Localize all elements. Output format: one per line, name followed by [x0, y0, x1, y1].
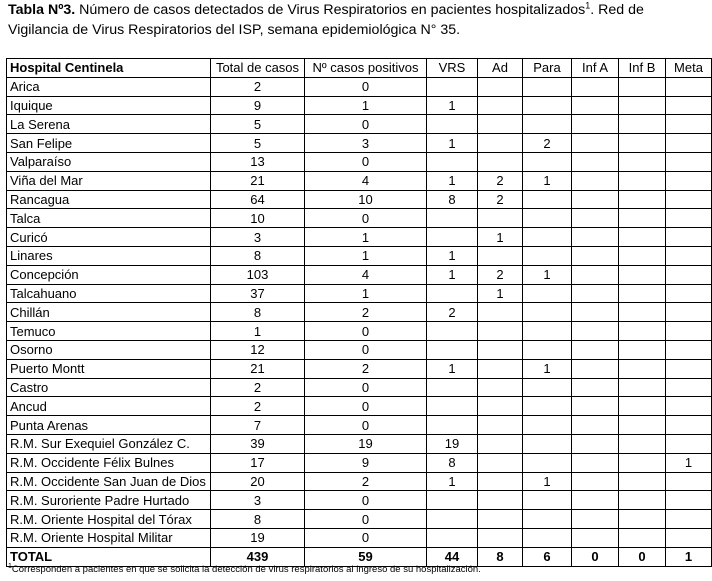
hospital-name-cell: Osorno: [7, 340, 211, 359]
value-cell: [666, 510, 712, 529]
value-cell: 1: [478, 228, 523, 247]
value-cell: [572, 397, 619, 416]
value-cell: [523, 416, 572, 435]
value-cell: 1: [211, 322, 305, 341]
value-cell: 4: [305, 265, 427, 284]
value-cell: [478, 96, 523, 115]
value-cell: 0: [305, 152, 427, 171]
value-cell: [427, 510, 478, 529]
value-cell: [523, 528, 572, 547]
caption-footnote-ref: 1: [585, 0, 591, 11]
value-cell: [666, 246, 712, 265]
value-cell: [427, 77, 478, 96]
total-value-cell: 59: [305, 547, 427, 566]
hospital-name-cell: Curicó: [7, 228, 211, 247]
value-cell: [523, 115, 572, 134]
value-cell: [666, 340, 712, 359]
hospital-name-cell: Linares: [7, 246, 211, 265]
value-cell: [572, 322, 619, 341]
value-cell: 2: [305, 303, 427, 322]
value-cell: [478, 472, 523, 491]
value-cell: [427, 491, 478, 510]
table-caption: [8, 0, 708, 40]
value-cell: 17: [211, 453, 305, 472]
value-cell: 0: [305, 378, 427, 397]
table-row: [7, 228, 712, 247]
value-cell: [666, 265, 712, 284]
table-row: [7, 284, 712, 303]
table-row: [7, 416, 712, 435]
value-cell: 0: [305, 416, 427, 435]
caption-label: Tabla Nº3.: [8, 2, 76, 18]
value-cell: [572, 491, 619, 510]
value-cell: 1: [666, 453, 712, 472]
value-cell: 1: [523, 265, 572, 284]
footnote-text: Corresponden a pacientes en que se solicita la detección de virus respiratorios al ingreso de su hospitalización.: [11, 564, 481, 575]
value-cell: 19: [427, 434, 478, 453]
value-cell: 20: [211, 472, 305, 491]
table-row: [7, 209, 712, 228]
value-cell: [427, 322, 478, 341]
hospital-name-cell: Iquique: [7, 96, 211, 115]
value-cell: [572, 359, 619, 378]
value-cell: 1: [305, 284, 427, 303]
value-cell: [619, 96, 666, 115]
value-cell: [666, 434, 712, 453]
value-cell: [666, 77, 712, 96]
footnote-marker: 1: [8, 562, 12, 570]
value-cell: [619, 284, 666, 303]
value-cell: 2: [211, 397, 305, 416]
value-cell: [572, 171, 619, 190]
value-cell: [523, 510, 572, 529]
hospital-name-cell: R.M. Oriente Hospital del Tórax: [7, 510, 211, 529]
value-cell: [478, 303, 523, 322]
value-cell: 8: [427, 453, 478, 472]
value-cell: [572, 416, 619, 435]
value-cell: 1: [523, 359, 572, 378]
value-cell: [572, 378, 619, 397]
value-cell: 8: [427, 190, 478, 209]
hospital-name-cell: R.M. Occidente Félix Bulnes: [7, 453, 211, 472]
value-cell: 0: [305, 491, 427, 510]
value-cell: 8: [211, 510, 305, 529]
hospital-name-cell: R.M. Oriente Hospital Militar: [7, 528, 211, 547]
value-cell: [619, 265, 666, 284]
value-cell: 21: [211, 359, 305, 378]
value-cell: 0: [305, 209, 427, 228]
value-cell: [572, 246, 619, 265]
table-row: [7, 491, 712, 510]
total-value-cell: 6: [523, 547, 572, 566]
value-cell: 19: [305, 434, 427, 453]
value-cell: [572, 77, 619, 96]
value-cell: [572, 134, 619, 153]
value-cell: 1: [427, 171, 478, 190]
column-header: Inf B: [619, 59, 666, 78]
value-cell: [666, 152, 712, 171]
value-cell: 0: [305, 510, 427, 529]
value-cell: [572, 209, 619, 228]
hospital-name-cell: Rancagua: [7, 190, 211, 209]
value-cell: [666, 303, 712, 322]
value-cell: 1: [427, 246, 478, 265]
value-cell: [572, 265, 619, 284]
value-cell: 7: [211, 416, 305, 435]
value-cell: 1: [427, 265, 478, 284]
hospital-name-cell: Talcahuano: [7, 284, 211, 303]
value-cell: [427, 397, 478, 416]
hospital-name-cell: Ancud: [7, 397, 211, 416]
table-row: [7, 453, 712, 472]
hospital-name-cell: Castro: [7, 378, 211, 397]
value-cell: 2: [305, 472, 427, 491]
value-cell: [478, 397, 523, 416]
value-cell: [666, 190, 712, 209]
value-cell: [619, 77, 666, 96]
value-cell: [523, 378, 572, 397]
value-cell: [619, 134, 666, 153]
value-cell: [572, 510, 619, 529]
table-row: [7, 397, 712, 416]
value-cell: 0: [305, 77, 427, 96]
value-cell: [427, 228, 478, 247]
value-cell: 9: [305, 453, 427, 472]
column-header: VRS: [427, 59, 478, 78]
table-row: [7, 359, 712, 378]
value-cell: [619, 340, 666, 359]
value-cell: 1: [427, 472, 478, 491]
value-cell: 0: [305, 115, 427, 134]
table-row: [7, 190, 712, 209]
hospital-name-cell: Concepción: [7, 265, 211, 284]
value-cell: [619, 472, 666, 491]
value-cell: [666, 228, 712, 247]
value-cell: 1: [523, 171, 572, 190]
value-cell: [572, 472, 619, 491]
value-cell: [666, 171, 712, 190]
value-cell: [478, 77, 523, 96]
value-cell: 8: [211, 303, 305, 322]
hospital-name-cell: Temuco: [7, 322, 211, 341]
value-cell: [619, 303, 666, 322]
value-cell: [619, 416, 666, 435]
hospital-name-cell: Puerto Montt: [7, 359, 211, 378]
value-cell: [478, 209, 523, 228]
value-cell: [427, 284, 478, 303]
value-cell: [572, 453, 619, 472]
value-cell: [666, 322, 712, 341]
value-cell: [427, 340, 478, 359]
total-value-cell: 8: [478, 547, 523, 566]
caption-text: Número de casos detectados de Virus Respiratorios en pacientes hospitalizados: [75, 2, 586, 18]
hospital-name-cell: Viña del Mar: [7, 171, 211, 190]
table-row: [7, 303, 712, 322]
table-row: [7, 378, 712, 397]
value-cell: [478, 453, 523, 472]
value-cell: [427, 209, 478, 228]
value-cell: [572, 96, 619, 115]
total-value-cell: 1: [666, 547, 712, 566]
value-cell: 2: [478, 190, 523, 209]
hospital-name-cell: R.M. Sur Exequiel González C.: [7, 434, 211, 453]
hospital-name-cell: San Felipe: [7, 134, 211, 153]
value-cell: [619, 453, 666, 472]
value-cell: [572, 434, 619, 453]
value-cell: [619, 322, 666, 341]
value-cell: 39: [211, 434, 305, 453]
value-cell: [619, 397, 666, 416]
value-cell: [619, 228, 666, 247]
column-header: Meta: [666, 59, 712, 78]
value-cell: [572, 228, 619, 247]
value-cell: [619, 491, 666, 510]
value-cell: [523, 228, 572, 247]
value-cell: [666, 528, 712, 547]
value-cell: [523, 190, 572, 209]
total-label-cell: TOTAL: [7, 547, 211, 566]
value-cell: [427, 115, 478, 134]
value-cell: [427, 528, 478, 547]
value-cell: [619, 434, 666, 453]
column-header: Total de casos: [211, 59, 305, 78]
header-row: [7, 59, 712, 78]
total-value-cell: 439: [211, 547, 305, 566]
value-cell: [619, 246, 666, 265]
value-cell: [478, 322, 523, 341]
value-cell: [572, 190, 619, 209]
table-row: [7, 77, 712, 96]
value-cell: [523, 397, 572, 416]
hospital-name-cell: La Serena: [7, 115, 211, 134]
footnote: [8, 564, 481, 576]
value-cell: 2: [478, 265, 523, 284]
value-cell: [478, 340, 523, 359]
value-cell: 2: [211, 378, 305, 397]
value-cell: [478, 134, 523, 153]
value-cell: 10: [305, 190, 427, 209]
table-body: [7, 77, 712, 566]
total-value-cell: 0: [619, 547, 666, 566]
value-cell: [523, 491, 572, 510]
value-cell: [478, 115, 523, 134]
value-cell: [666, 96, 712, 115]
value-cell: [666, 115, 712, 134]
value-cell: [572, 340, 619, 359]
value-cell: [619, 378, 666, 397]
value-cell: [478, 152, 523, 171]
value-cell: [572, 284, 619, 303]
value-cell: 37: [211, 284, 305, 303]
value-cell: 0: [305, 528, 427, 547]
value-cell: [572, 115, 619, 134]
value-cell: 2: [427, 303, 478, 322]
value-cell: [478, 246, 523, 265]
value-cell: [478, 510, 523, 529]
value-cell: 2: [305, 359, 427, 378]
hospital-name-cell: Chillán: [7, 303, 211, 322]
table-row: [7, 265, 712, 284]
value-cell: 10: [211, 209, 305, 228]
value-cell: [427, 416, 478, 435]
table-row: [7, 340, 712, 359]
value-cell: [478, 434, 523, 453]
caption-text-continued: . Red de Vigilancia de Virus Respiratorios del ISP, semana epidemiológica N° 35.: [8, 2, 644, 38]
table-row: [7, 510, 712, 529]
table-row: [7, 96, 712, 115]
value-cell: 1: [478, 284, 523, 303]
value-cell: 3: [211, 491, 305, 510]
value-cell: [478, 378, 523, 397]
hospital-name-cell: Valparaíso: [7, 152, 211, 171]
value-cell: [523, 284, 572, 303]
value-cell: [666, 491, 712, 510]
value-cell: 4: [305, 171, 427, 190]
column-header: Para: [523, 59, 572, 78]
value-cell: 0: [305, 397, 427, 416]
value-cell: [572, 152, 619, 171]
value-cell: [619, 528, 666, 547]
value-cell: 1: [305, 228, 427, 247]
table-row: [7, 171, 712, 190]
value-cell: [666, 359, 712, 378]
value-cell: [427, 152, 478, 171]
value-cell: [666, 416, 712, 435]
value-cell: [619, 115, 666, 134]
value-cell: 1: [305, 246, 427, 265]
value-cell: 5: [211, 134, 305, 153]
value-cell: [523, 77, 572, 96]
table-row: [7, 115, 712, 134]
column-header: Ad: [478, 59, 523, 78]
total-value-cell: 44: [427, 547, 478, 566]
table-row: [7, 322, 712, 341]
value-cell: [619, 359, 666, 378]
hospital-name-cell: Punta Arenas: [7, 416, 211, 435]
value-cell: [523, 434, 572, 453]
value-cell: [523, 340, 572, 359]
value-cell: [523, 152, 572, 171]
hospital-name-cell: R.M. Suroriente Padre Hurtado: [7, 491, 211, 510]
value-cell: 3: [211, 228, 305, 247]
table-row: [7, 246, 712, 265]
value-cell: [523, 96, 572, 115]
value-cell: [523, 209, 572, 228]
value-cell: [619, 190, 666, 209]
value-cell: [478, 528, 523, 547]
value-cell: [523, 246, 572, 265]
value-cell: 1: [427, 134, 478, 153]
column-header: Nº casos positivos: [305, 59, 427, 78]
table-row: [7, 528, 712, 547]
value-cell: 21: [211, 171, 305, 190]
table-row: [7, 434, 712, 453]
table-row: [7, 472, 712, 491]
value-cell: [478, 416, 523, 435]
value-cell: [619, 209, 666, 228]
value-cell: [572, 528, 619, 547]
value-cell: [572, 303, 619, 322]
value-cell: [666, 284, 712, 303]
value-cell: 2: [478, 171, 523, 190]
value-cell: 9: [211, 96, 305, 115]
value-cell: [619, 152, 666, 171]
value-cell: [666, 397, 712, 416]
hospital-name-cell: Talca: [7, 209, 211, 228]
column-header: Inf A: [572, 59, 619, 78]
value-cell: [619, 510, 666, 529]
value-cell: 64: [211, 190, 305, 209]
value-cell: 5: [211, 115, 305, 134]
cases-table: [6, 58, 712, 567]
value-cell: 3: [305, 134, 427, 153]
table-row: [7, 152, 712, 171]
value-cell: 1: [427, 359, 478, 378]
total-value-cell: 0: [572, 547, 619, 566]
hospital-name-cell: R.M. Occidente San Juan de Dios: [7, 472, 211, 491]
value-cell: [666, 209, 712, 228]
value-cell: 1: [523, 472, 572, 491]
value-cell: [619, 171, 666, 190]
value-cell: 103: [211, 265, 305, 284]
value-cell: 8: [211, 246, 305, 265]
value-cell: [666, 134, 712, 153]
value-cell: 1: [305, 96, 427, 115]
value-cell: 2: [523, 134, 572, 153]
value-cell: 13: [211, 152, 305, 171]
value-cell: [523, 322, 572, 341]
value-cell: [666, 472, 712, 491]
value-cell: 1: [427, 96, 478, 115]
column-header: Hospital Centinela: [7, 59, 211, 78]
value-cell: 2: [211, 77, 305, 96]
value-cell: 0: [305, 322, 427, 341]
value-cell: [478, 359, 523, 378]
table-row: [7, 134, 712, 153]
value-cell: [523, 453, 572, 472]
value-cell: 12: [211, 340, 305, 359]
value-cell: [523, 303, 572, 322]
value-cell: [427, 378, 478, 397]
value-cell: 0: [305, 340, 427, 359]
value-cell: [478, 491, 523, 510]
value-cell: [666, 378, 712, 397]
hospital-name-cell: Arica: [7, 77, 211, 96]
value-cell: 19: [211, 528, 305, 547]
